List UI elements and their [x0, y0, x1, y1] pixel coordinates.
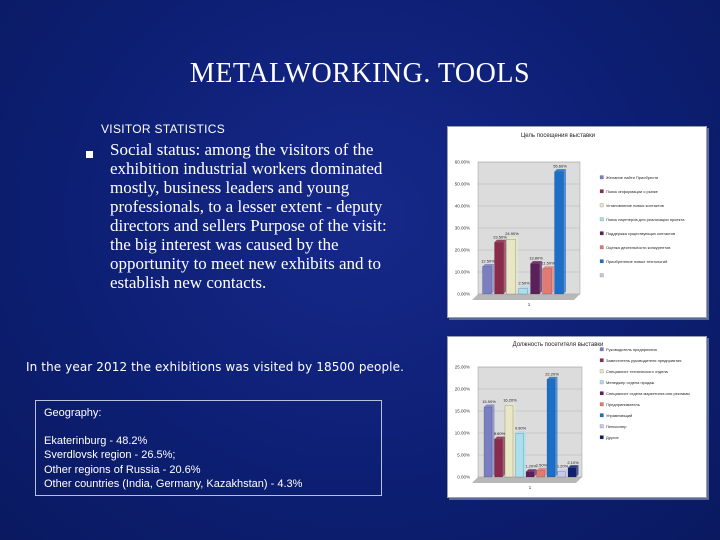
visit-purpose-chart-svg [448, 127, 706, 317]
bar-side [564, 169, 567, 294]
bar-side [524, 431, 527, 477]
chart-title: Должность посетителя выставки [512, 342, 604, 348]
legend-swatch [600, 176, 604, 180]
y-tick-label: 40.00% [454, 203, 470, 209]
bar-data-label: 22.20% [545, 371, 559, 377]
plot-floor [472, 477, 582, 483]
x-tick-label: 1 [527, 302, 531, 307]
y-tick-label: 25.00% [454, 364, 470, 370]
visitor-position-chart [447, 336, 707, 498]
bar-data-label: 16.20% [503, 397, 517, 403]
geography-line: Other regions of Russia - 20.6% [44, 463, 201, 476]
legend-swatch [600, 392, 604, 396]
y-tick-label: 15.00% [454, 408, 470, 414]
legend-swatch [600, 403, 604, 407]
bar-data-label: 8.60% [493, 431, 506, 437]
bar [495, 242, 504, 294]
bar [526, 472, 534, 477]
legend-swatch [600, 218, 604, 222]
bar-data-label: 24.90% [505, 231, 519, 237]
plot-floor [472, 294, 580, 300]
bar [537, 470, 545, 477]
bar [483, 267, 492, 295]
bar [516, 433, 524, 477]
legend-entry: Предприниматель [606, 402, 640, 407]
legend-swatch [600, 190, 604, 194]
legend-swatch [600, 359, 604, 363]
geography-box [35, 400, 382, 496]
legend-entry: Пенсионер [606, 424, 627, 429]
legend-swatch [600, 232, 604, 236]
geography-line: Other countries (India, Germany, Kazakhstan) - 4.3% [44, 478, 303, 490]
legend-swatch [600, 260, 604, 264]
legend-entry: Приобретение новых технологий [606, 259, 668, 264]
bar-data-label: 55.60% [553, 163, 567, 169]
bar-data-label: 13.80% [529, 255, 543, 261]
bar [484, 407, 492, 477]
section-subtitle: VISITOR STATISTICS [101, 122, 226, 136]
y-tick-label: 60.00% [454, 159, 470, 165]
bullet-text: Social status: among the visitors of the exhibition industrial workers dominated mostly, business leaders and young professionals, to a lesser extent - deputy directors and sellers Purpose of the visit: the big interest was caused by the opportunity to meet new exhibits and to establish new contacts. [110, 140, 387, 292]
bar-side [552, 266, 555, 294]
legend-entry: Руководитель предприятия [606, 347, 657, 352]
legend-entry: Заместитель руководителя предприятия [606, 358, 682, 363]
bar-side [513, 403, 516, 477]
y-tick-label: 10.00% [454, 430, 470, 436]
bar [558, 472, 566, 477]
bar [543, 269, 552, 294]
bar [507, 239, 516, 294]
y-tick-label: 20.00% [454, 386, 470, 392]
legend-entry: Другое [606, 435, 619, 440]
bar-side [503, 437, 506, 477]
legend-swatch [600, 381, 604, 385]
legend-swatch [600, 246, 604, 250]
geography-title: Geography: [44, 407, 102, 419]
bar-data-label: 2.50% [518, 280, 530, 286]
legend-swatch [600, 436, 604, 440]
y-tick-label: 5.00% [457, 452, 470, 458]
y-tick-label: 0.00% [457, 474, 470, 480]
bar [555, 172, 564, 294]
bar [568, 468, 576, 477]
bar [547, 379, 555, 477]
legend-swatch [600, 370, 604, 374]
chart-title: Цель посещения выставки [520, 133, 596, 139]
legend-swatch [600, 348, 604, 352]
slide-title: METALWORKING. TOOLS [189, 58, 531, 89]
legend-entry: Поиск партнеров для реализации проекта [606, 217, 685, 222]
bar-data-label: 9.90% [514, 425, 527, 431]
legend-entry: Желание найти Приобрести [606, 175, 659, 180]
bar-side [555, 377, 558, 477]
bar-data-label: 2.10% [567, 459, 579, 465]
geography-line: Ekaterinburg - 48.2% [44, 434, 148, 447]
y-tick-label: 50.00% [454, 181, 470, 187]
bar-data-label: 12.50% [481, 258, 495, 264]
bar-side [492, 264, 495, 294]
bar-data-label: 1.20% [525, 463, 537, 469]
y-tick-label: 30.00% [454, 225, 470, 231]
legend-entry: Менеджер отдела продаж [606, 380, 655, 385]
legend-entry: Управляющий [606, 413, 633, 418]
bar-data-label: 1.50% [535, 462, 548, 468]
bar [505, 406, 513, 477]
bar [519, 289, 528, 295]
bar-side [492, 405, 495, 477]
year-visitors-text: In the year 2012 the exhibitions was visited by 18500 people. [26, 360, 405, 374]
bar-side [540, 261, 543, 294]
legend-entry: Поиск информации о рынке [606, 189, 658, 194]
bar-data-label: 15.90% [482, 399, 496, 405]
legend-swatch [600, 414, 604, 418]
legend-swatch [600, 274, 604, 278]
bar-side [504, 240, 507, 294]
visitor-position-chart-svg [448, 337, 706, 497]
y-tick-label: 10.00% [454, 269, 470, 275]
legend-entry: Поддержка существующих контактов [606, 231, 676, 236]
legend-entry: Оценка деятельности конкурентов [606, 245, 671, 250]
bar-data-label: 23.50% [493, 234, 507, 240]
bar-data-label: 1.20% [556, 463, 569, 469]
y-tick-label: 0.00% [457, 291, 470, 297]
x-tick-label: 1 [528, 485, 532, 490]
bullet-square-icon [86, 151, 93, 158]
bar [531, 264, 540, 294]
bar-data-label: 11.50% [541, 260, 555, 266]
y-tick-label: 20.00% [454, 247, 470, 253]
legend-swatch [600, 204, 604, 208]
legend-entry: Специалист отдела маркетинга или рекламы [606, 391, 690, 396]
legend-entry: Установление новых контактов [606, 203, 664, 208]
legend-entry: Специалист технического отдела [606, 369, 668, 374]
legend-swatch [600, 425, 604, 429]
bar [495, 439, 503, 477]
geography-line: Sverdlovsk region - 26.5%; [44, 449, 176, 461]
visit-purpose-chart [447, 126, 707, 318]
